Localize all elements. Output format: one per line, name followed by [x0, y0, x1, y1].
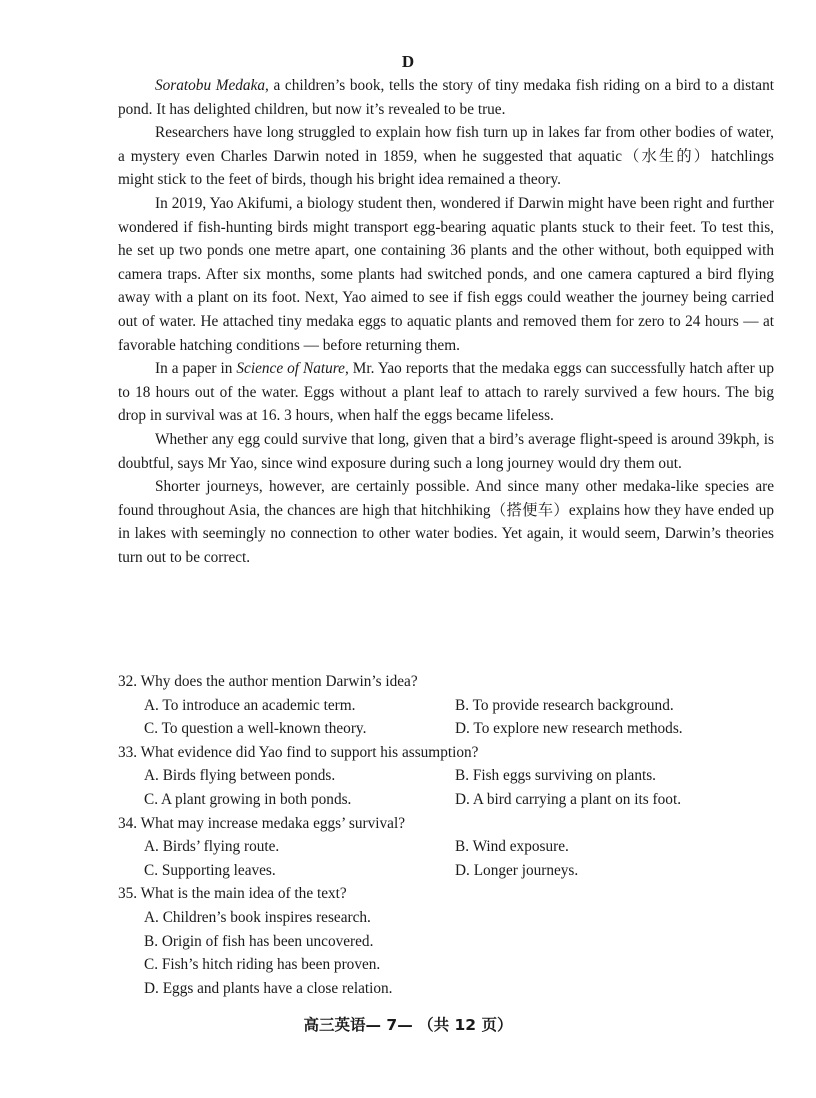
- paragraph-1-text: , a children’s book, tells the story of tiny medaka fish riding on a bird to a distant pond. It has delighted children, but now it’s revealed to be true.: [118, 77, 774, 118]
- option-grid: [118, 835, 774, 882]
- question-34: [118, 812, 774, 883]
- paragraph-1: [118, 74, 774, 121]
- paragraph-4-lead: In a paper in: [155, 360, 237, 378]
- reading-passage: [118, 74, 774, 569]
- option-a: A. Birds’ flying route.: [144, 838, 280, 856]
- option-d: D. Longer journeys.: [455, 861, 579, 879]
- option-c: C. Supporting leaves.: [144, 861, 276, 879]
- paragraph-6: Shorter journeys, however, are certainly possible. And since many other medaka-like species are found throughout Asia, the chances are high that hitchhiking（搭便车）explains how they have ended up in lakes with seemingly no connection to other water bodies. Yet again, it would seem, Darwin’s theories turn out to be correct.: [118, 478, 774, 566]
- question-stem: 35. What is the main idea of the text?: [118, 885, 347, 903]
- option-grid: [118, 694, 774, 741]
- journal-title: Science of Nature: [236, 360, 345, 378]
- question-stem: 33. What evidence did Yao find to support his assumption?: [118, 743, 479, 761]
- option-a: A. Children’s book inspires research.: [144, 908, 371, 926]
- paragraph-4: [118, 357, 774, 428]
- option-a: A. Birds flying between ponds.: [144, 767, 336, 785]
- section-label: D: [401, 52, 415, 71]
- option-b: B. Fish eggs surviving on plants.: [455, 767, 656, 785]
- option-b: B. To provide research background.: [455, 696, 674, 714]
- option-c: C. To question a well-known theory.: [144, 720, 367, 738]
- option-b: B. Wind exposure.: [455, 838, 569, 856]
- option-c: C. A plant growing in both ponds.: [144, 790, 352, 808]
- paragraph-5: Whether any egg could survive that long, given that a bird’s average flight-speed is around 39kph, is doubtful, says Mr Yao, since wind exposure during such a long journey would dry them out.: [118, 430, 774, 472]
- option-b: B. Origin of fish has been uncovered.: [144, 932, 374, 950]
- book-title: Soratobu Medaka: [155, 77, 266, 94]
- question-stem: 34. What may increase medaka eggs’ survival?: [118, 814, 405, 832]
- question-stem: 32. Why does the author mention Darwin’s idea?: [118, 673, 418, 690]
- question-35: [118, 882, 774, 1000]
- paragraph-4-text: , Mr. Yao reports that the medaka eggs can successfully hatch after up to 18 hours out of the water. Eggs without a plant leaf to attach to rarely survived a few hours. The big drop in survival was at 16. 3 hours, when half the eggs became lifeless.: [118, 360, 774, 425]
- question-32: [118, 670, 774, 741]
- option-c: C. Fish’s hitch riding has been proven.: [144, 956, 381, 974]
- option-grid: [118, 764, 774, 811]
- question-list: [118, 670, 774, 1000]
- option-d: D. To explore new research methods.: [455, 720, 683, 738]
- paragraph-3: In 2019, Yao Akifumi, a biology student then, wondered if Darwin might have been right and further wondered if fish-hunting birds might transport egg-bearing aquatic plants stuck to their feet. To test this, he set up two ponds one metre apart, one containing 36 plants and the other without, both equipped with camera traps. After six months, some plants had switched ponds, and one camera captured a bird flying away with a plant on its foot. Next, Yao aimed to see if fish eggs could weather the journey being carried out of water. He attached tiny medaka eggs to aquatic plants and removed them for zero to 24 hours — at favorable hatching conditions — before returning them.: [118, 194, 774, 354]
- option-d: D. Eggs and plants have a close relation.: [144, 979, 393, 997]
- question-33: [118, 741, 774, 812]
- option-d: D. A bird carrying a plant on its foot.: [455, 790, 682, 808]
- option-list: [118, 906, 774, 1000]
- paragraph-2: Researchers have long struggled to explain how fish turn up in lakes far from other bodies of water, a mystery even Charles Darwin noted in 1859, when he suggested that aquatic（水生的）hatchlings might stick to the feet of birds, though his bright idea remained a theory.: [118, 124, 774, 189]
- page-footer: 高三英语— 7— （共 12 页）: [303, 1016, 513, 1034]
- option-a: A. To introduce an academic term.: [144, 696, 356, 714]
